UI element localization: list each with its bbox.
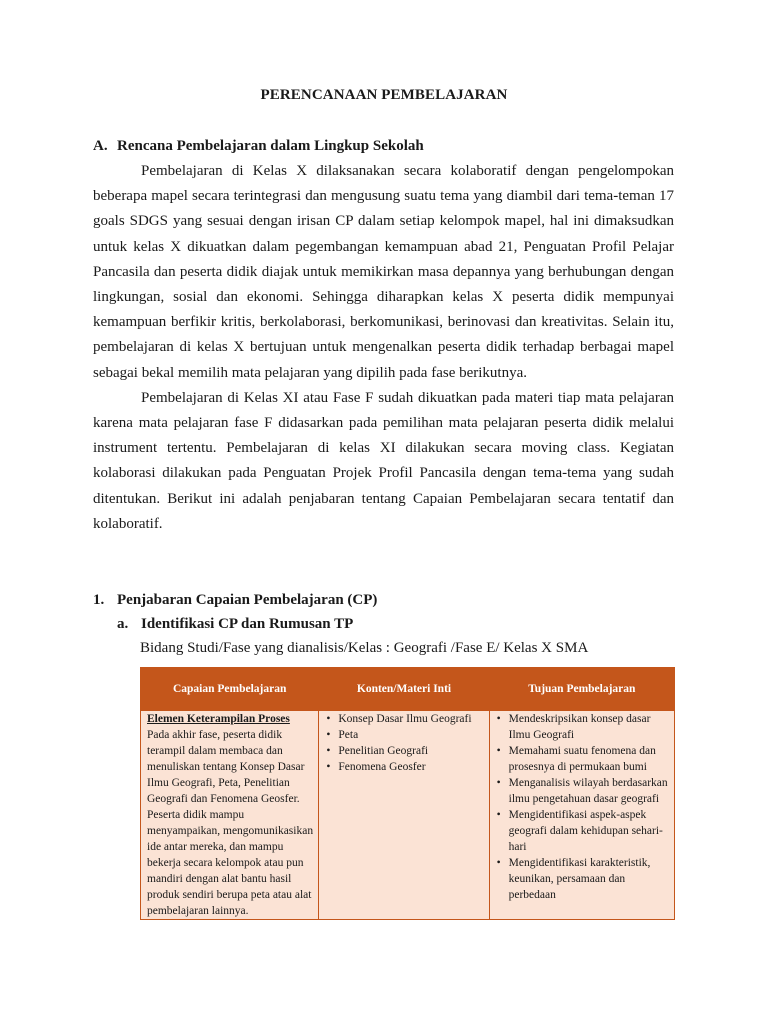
- list-item: • Mendeskripsikan konsep dasar Ilmu Geografi: [496, 711, 670, 743]
- list-item: • Konsep Dasar Ilmu Geografi: [325, 711, 484, 727]
- section-a1-heading: [117, 616, 353, 633]
- list-item: • Peta: [325, 727, 484, 743]
- section-1-title: Penjabaran Capaian Pembelajaran (CP): [117, 592, 378, 608]
- section-a-title: Rencana Pembelajaran dalam Lingkup Sekolah: [117, 138, 424, 154]
- cp-table: [140, 667, 675, 920]
- tujuan-cell: [489, 711, 674, 920]
- capaian-cell: [141, 711, 319, 920]
- konten-cell: [319, 711, 489, 920]
- tujuan-list: [496, 711, 670, 903]
- list-item: • Penelitian Geografi: [325, 743, 484, 759]
- elemen-title: Elemen Keterampilan Proses: [147, 713, 290, 725]
- list-item: • Fenomena Geosfer: [325, 759, 484, 775]
- header-capaian: Capaian Pembelajaran: [141, 668, 319, 711]
- section-a1-title: Identifikasi CP dan Rumusan TP: [141, 616, 354, 632]
- konten-list: [325, 711, 484, 775]
- paragraph-1: Pembelajaran di Kelas X dilaksanakan secara kolaboratif dengan pengelompokan beberapa mapel secara terintegrasi dan mengusung suatu tema yang diambil dari tema-teman 17 goals SDGS yang sesuai dengan irisan CP dalam setiap kelompok mapel, hal ini dimaksudkan untuk kelas X dikuatkan dalam pegembangan kemampuan abad 21, Penguatan Profil Pelajar Pancasila dan peserta didik diajak untuk memikirkan masa depannya yang berhubungan dengan lingkungan, sosial dan ekonomi. Sehingga diharapkan kelas X peserta didik mempunyai kemampuan berfikir kritis, berkolaborasi, berkomunikasi, berinovasi dan kreativitas. Selain itu, pembelajaran di kelas X bertujuan untuk mengenalkan peserta didik terhadap berbagai mapel sebagai bekal memilih mata pelajaran yang dipilih pada fase berikutnya.: [93, 163, 674, 381]
- header-tujuan: Tujuan Pembelajaran: [489, 668, 674, 711]
- section-a-heading: [93, 138, 424, 155]
- list-item: • Mengidentifikasi karakteristik, keunikan, persamaan dan perbedaan: [496, 855, 670, 903]
- header-konten: Konten/Materi Inti: [319, 668, 489, 711]
- paragraph-2: Pembelajaran di Kelas XI atau Fase F sudah dikuatkan pada materi tiap mata pelajaran karena mata pelajaran fase F didasarkan pada pemilihan mata pelajaran peserta didik melalui instrument tertentu. Pembelajaran di kelas XI dilakukan secara moving class. Kegiatan kolaborasi dilakukan pada Penguatan Projek Profil Pancasila dengan tema-tema yang sudah ditentukan. Berikut ini adalah penjabaran tentang Capaian Pembelajaran secara tentatif dan kolaboratif.: [93, 389, 674, 532]
- bidang-studi-line: Bidang Studi/Fase yang dianalisis/Kelas : Geografi /Fase E/ Kelas X SMA: [140, 640, 589, 656]
- table-header-row: [141, 668, 675, 711]
- list-item: • Menganalisis wilayah berdasarkan ilmu pengetahuan dasar geografi: [496, 775, 670, 807]
- section-1-heading: [93, 592, 377, 609]
- section-1-label: 1.: [93, 592, 105, 608]
- table-row: [141, 711, 675, 920]
- list-item: • Memahami suatu fenomena dan prosesnya di permukaan bumi: [496, 743, 670, 775]
- section-a-label: A.: [93, 138, 108, 154]
- capaian-text: Pada akhir fase, peserta didik terampil dalam membaca dan menuliskan tentang Konsep Dasar Ilmu Geografi, Peta, Penelitian Geografi dan Fenomena Geosfer. Peserta didik mampu menyampaikan, mengomunikasikan ide antar mereka, dan mampu bekerja secara kelompok atau pun mandiri dengan alat bantu hasil produk sendiri berupa peta atau alat pembelajaran lainnya.: [147, 729, 314, 917]
- page-title: PERENCANAAN PEMBELAJARAN: [260, 87, 508, 103]
- section-a-body: [93, 159, 674, 537]
- section-a1-label: a.: [117, 616, 129, 632]
- list-item: • Mengidentifikasi aspek-aspek geografi dalam kehidupan sehari-hari: [496, 807, 670, 855]
